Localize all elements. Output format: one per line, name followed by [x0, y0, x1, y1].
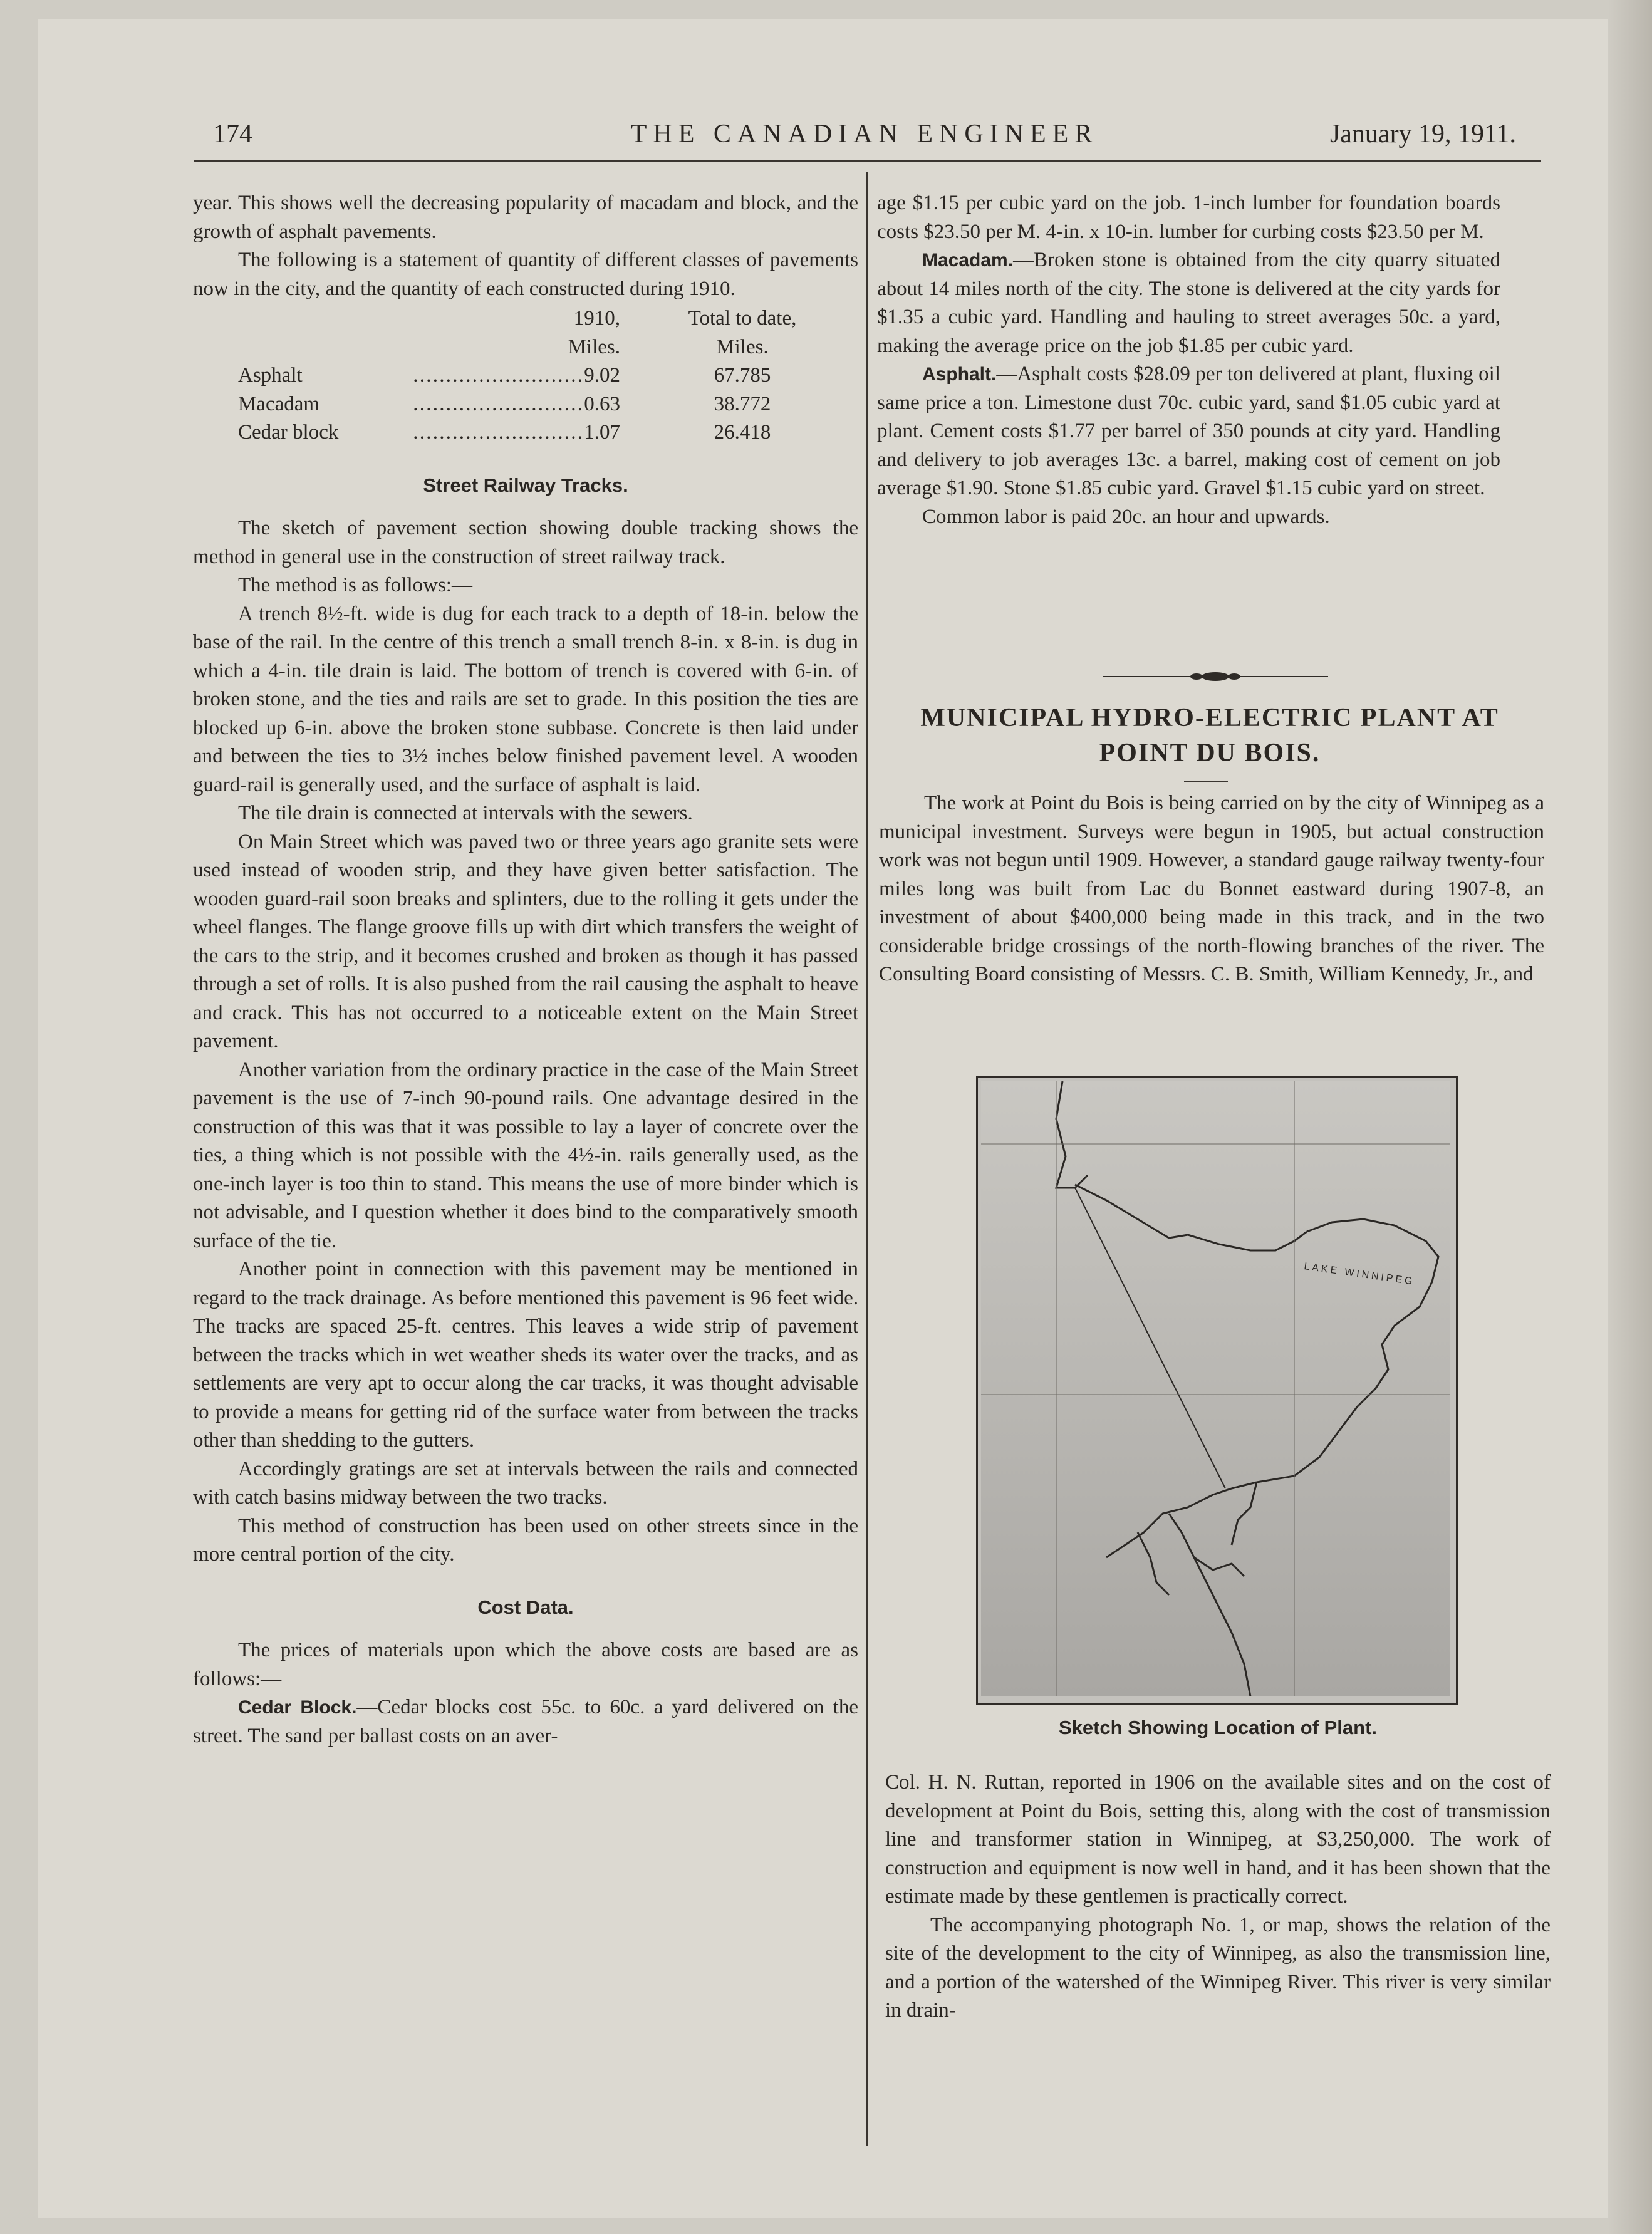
paragraph: age $1.15 per cubic yard on the job. 1-inch lumber for foundation boards costs $23.50 per M. 4-in. x 10-in. lumber for curbing costs $23.50 per M.: [877, 192, 1500, 243]
runin-heading: Cedar Block.: [238, 1697, 357, 1718]
miles-1910: 9.02: [584, 364, 620, 387]
paragraph: year. This shows well the decreasing popularity of macadam and block, and the growth of asphalt pavements.: [193, 192, 858, 243]
pavement-name: Cedar block: [238, 421, 339, 444]
paragraph: The method is as follows:—: [238, 574, 472, 596]
miles-total: 67.785: [714, 364, 771, 387]
miles-total: 26.418: [714, 421, 771, 444]
paragraph: Common labor is paid 20c. an hour and upwards.: [922, 505, 1330, 528]
title-rule: [1184, 781, 1228, 782]
paragraph: Col. H. N. Ruttan, reported in 1906 on the available sites and on the cost of development at Point du Bois, setting this, along with the cost of transmission line and transformer station in Winnipeg, at $3,250,000. The work of construction and equipment is now well in hand, and it has been shown that the estimate made by these gentlemen is practically correct.: [885, 1771, 1551, 1908]
runin-heading: Asphalt.: [922, 364, 997, 385]
paragraph: The tile drain is connected at intervals with the sewers.: [238, 802, 693, 824]
page-number: 174: [213, 120, 252, 148]
paragraph: Asphalt.—Asphalt costs $28.09 per ton delivered at plant, fluxing oil same price a ton. Limestone dust 70c. cubic yard, sand $1.05 cubic yard at plant. Cement costs $1.77 per barrel of 350 pounds at city yard. Handling and delivery to job averages 13c. a barrel, making cost of cement on job average $1.90. Stone $1.85 cubic yard. Gravel $1.15 cubic yard on street.: [877, 363, 1500, 499]
column-unit-1910: Miles.: [568, 335, 620, 358]
paragraph: The work at Point du Bois is being carried on by the city of Winnipeg as a municipal investment. Surveys were begun in 1905, but actual construction work was not begun until 1909. However, a standard gauge railway twenty-four miles long was built from Lac du Bonnet eastward during 1907-8, an investment of about $400,000 being made in this track, and in the two considerable bridge crossings of the north-flowing branches of the river. The Consulting Board consisting of Messrs. C. B. Smith, William Kennedy, Jr., and: [879, 792, 1544, 985]
miles-1910: 1.07: [584, 421, 620, 444]
table-row: [193, 390, 858, 419]
runin-heading: Macadam.: [922, 250, 1014, 271]
pavement-name: Asphalt: [238, 364, 303, 387]
table-header-row: [193, 304, 858, 333]
paragraph: Another variation from the ordinary practice in the case of the Main Street pavement is the use of 7-inch 90-pound rails. One advantage desired in the construction of this was that it was possible to lay a layer of concrete over the ties, a thing which is not possible with the 4½-in. rails generally used, as the one-inch layer is too thin to stand. This means the use of more binder which is not advisable, and I question whether it does bind to the comparatively smooth surface of the tie.: [193, 1058, 858, 1252]
paragraph: The accompanying photograph No. 1, or map, shows the relation of the site of the development to the city of Winnipeg, as also the transmission line, and a portion of the watershed of the Winnipeg River. This river is very similar in drain-: [885, 1913, 1551, 2022]
miles-total: 38.772: [714, 392, 771, 415]
column-divider: [866, 172, 868, 2146]
ornament-divider: [1103, 667, 1328, 686]
paragraph: The following is a statement of quantity of different classes of pavements now in the city, and the quantity of each constructed during 1910.: [193, 249, 858, 300]
issue-date: January 19, 1911.: [1329, 120, 1516, 148]
miles-1910: 0.63: [584, 392, 620, 415]
paragraph: This method of construction has been used on other streets since in the more central portion of the city.: [193, 1514, 858, 1566]
paragraph: Another point in connection with this pavement may be mentioned in regard to the track drainage. As before mentioned this pavement is 96 feet wide. The tracks are spaced 25-ft. centres. This leaves a wide strip of pavement between the tracks which in wet weather sheds its water over the tracks, and as settlements are very apt to occur along the car tracks, it was thought advisable to provide a means for getting rid of the surface water from between the tracks other than shedding to the gutters.: [193, 1258, 858, 1452]
paragraph: The sketch of pavement section showing double tracking shows the method in general use in the construction of street railway track.: [193, 517, 858, 568]
location-map: [981, 1081, 1450, 1696]
table-row: [193, 418, 858, 447]
right-column-bottom: [885, 1769, 1551, 2025]
pavement-name: Macadam: [238, 392, 320, 415]
column-unit-total: Miles.: [716, 335, 769, 358]
paragraph: Accordingly gratings are set at intervals between the rails and connected with catch basins midway between the two tracks.: [193, 1457, 858, 1509]
column-header-total: Total to date,: [688, 307, 797, 330]
article-title: MUNICIPAL HYDRO-ELECTRIC PLANT AT POINT DU BOIS.: [920, 704, 1499, 767]
figure-caption: Sketch Showing Location of Plant.: [1058, 1717, 1378, 1738]
header-rule: [194, 160, 1541, 162]
column-header-1910: 1910,: [573, 307, 620, 330]
table-row: [193, 361, 858, 390]
paragraph: Macadam.—Broken stone is obtained from the city quarry situated about 14 miles north of the city. The stone is delivered at the city yards for $1.35 a cubic yard. Handling and hauling to street averages 50c. a yard, making the average price on the job $1.85 per cubic yard.: [877, 249, 1500, 357]
section-heading-cost: Cost Data.: [477, 1596, 574, 1618]
running-header: [213, 119, 1516, 150]
pavement-table: [193, 304, 858, 447]
right-column-top: [877, 189, 1500, 531]
table-unit-row: [193, 333, 858, 362]
section-heading-tracks: Street Railway Tracks.: [423, 474, 628, 496]
journal-title: THE CANADIAN ENGINEER: [630, 120, 1099, 148]
right-column-intro: [879, 789, 1544, 989]
paragraph: A trench 8½-ft. wide is dug for each track to a depth of 18-in. below the base of the rail. In the centre of this trench a small trench 8-in. x 8-in. is dug in which a 4-in. tile drain is laid. The bottom of trench is covered with 6-in. of broken stone, and the ties and rails are set to grade. In this position the ties are blocked up 6-in. above the broken stone subbase. Concrete is then laid under and between the ties to 3½ inches below finished pavement level. A wooden guard-rail is generally used, and the surface of asphalt is laid.: [193, 602, 858, 796]
paragraph: The prices of materials upon which the above costs are based are as follows:—: [193, 1639, 858, 1690]
paragraph: Cedar Block.—Cedar blocks cost 55c. to 60c. a yard delivered on the street. The sand per ballast costs on an aver-: [193, 1696, 859, 1747]
binding-shadow: [1608, 0, 1652, 2234]
paragraph: On Main Street which was paved two or three years ago granite sets were used instead of wooden strip, and they have given better satisfaction. The wooden guard-rail soon breaks and splinters, due to the rolling it gets under the wheel flanges. The flange groove fills up with dirt which transfers the weight of the cars to the strip, and it becomes crushed and broken as though it has passed through a set of rolls. It is also pushed from the rail causing the asphalt to heave and crack. This has not occurred to a noticeable extent on the Main Street pavement.: [193, 830, 858, 1052]
map-label-lake: LAKE WINNIPEG: [1303, 1261, 1416, 1287]
left-column: [193, 189, 858, 1750]
